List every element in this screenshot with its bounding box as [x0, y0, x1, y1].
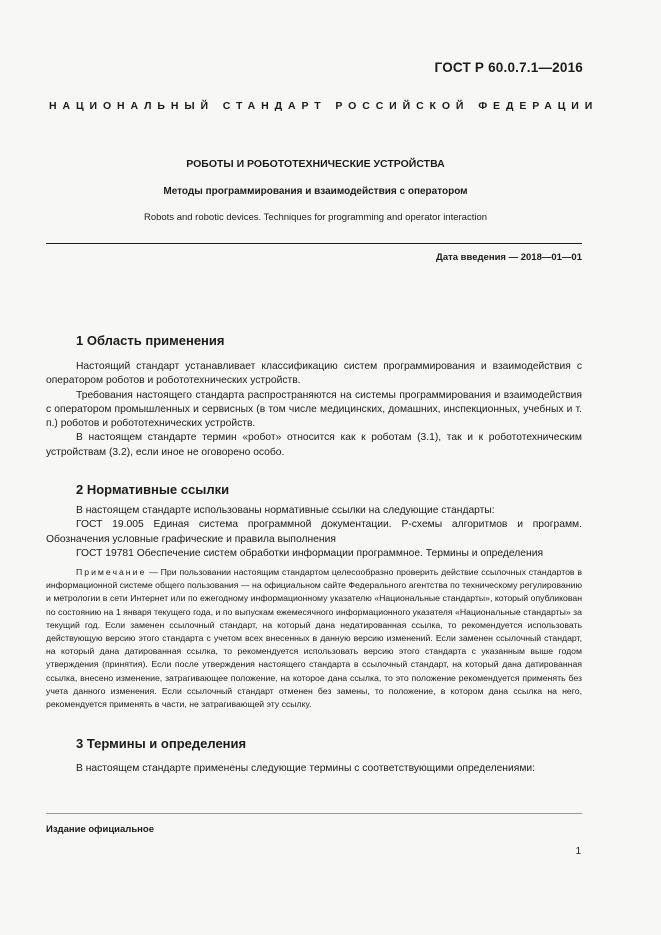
reference-gost-19781: ГОСТ 19781 Обеспечение систем обработки информации программное. Термины и определения — [76, 547, 544, 559]
document-title: РОБОТЫ И РОБОТОТЕХНИЧЕСКИЕ УСТРОЙСТВА — [186, 158, 445, 170]
section-1-heading: 1 Область применения — [76, 333, 225, 348]
page-number: 1 — [575, 846, 581, 857]
document-title-english: Robots and robotic devices. Techniques for programming and operator interaction — [143, 212, 488, 223]
paragraph: В настоящем стандарте термин «робот» относится как к роботам (3.1), так и к робототехническим устройствам (3.2), если иное не оговорено особо. — [46, 432, 582, 458]
paragraph: В настоящем стандарте применены следующие термины с соответствующими определениями: — [76, 763, 536, 774]
paragraph: В настоящем стандарте использованы нормативные ссылки на следующие стандарты: — [76, 505, 495, 516]
section-2-body — [46, 504, 582, 561]
section-3-heading: 3 Термины и определения — [76, 736, 247, 751]
section-3-body — [46, 762, 582, 776]
paragraph: Настоящий стандарт устанавливает классификацию систем программирования и взаимодействия с оператором роботов и робототехнических устройств. — [46, 361, 582, 387]
document-subtitle: Методы программирования и взаимодействия с оператором — [163, 186, 468, 197]
document-code: ГОСТ Р 60.0.7.1—2016 — [434, 60, 583, 75]
introduction-date: Дата введения — 2018—01—01 — [436, 252, 582, 263]
note-text: — При пользовании настоящим стандартом целесообразно проверить действие ссылочных стандартов в информационной системе общего пользования — на официальном сайте Федерального агентства по техническому регулированию и метрологии в сети Интернет или по ежегодному информационному указателю «Национальные стандарты», который опубликован по состоянию на 1 января текущего года, и по выпускам ежемесячного информационного указателя «Национальные стандарты» за текущий год. Если заменен ссылочный стандарт, на который дана недатированная ссылка, то рекомендуется использовать действующую версию этого стандарта с учетом всех внесенных в данную версию изменений. Если заменен ссылочный стандарт, на который дана датированная ссылка, то рекомендуется использовать версию этого стандарта с указанным выше годом утверждения (принятия). Если после утверждения настоящего стандарта в ссылочный стандарт, на который дана датированная ссылка, внесено изменение, затрагивающее положение, на которое дана ссылка, то это положение рекомендуется применять без учета данного изменения. Если ссылочный стандарт отменен без замены, то положение, в котором дана ссылка на него, рекомендуется применять в части, не затрагивающей эту ссылку. — [46, 567, 582, 710]
national-standard-banner: НАЦИОНАЛЬНЫЙ СТАНДАРТ РОССИЙСКОЙ ФЕДЕРАЦИИ — [49, 100, 599, 112]
section-2-heading: 2 Нормативные ссылки — [76, 482, 230, 497]
edition-label: Издание официальное — [46, 824, 154, 835]
header-divider — [46, 243, 582, 244]
normative-note — [46, 566, 582, 711]
reference-gost-19-005: ГОСТ 19.005 Единая система программной документации. Р-схемы алгоритмов и программ. Обозначения условные графические и правила выполнения — [46, 519, 582, 545]
paragraph: Требования настоящего стандарта распространяются на системы программирования и взаимодействия с оператором промышленных и сервисных (в том числе медицинских, домашних, инспекционных, учебных и т. п.) роботов и робототехнических устройств. — [46, 389, 582, 430]
section-1-body — [46, 360, 582, 460]
note-label: Примечание — [76, 567, 147, 577]
footer-divider — [46, 813, 582, 814]
